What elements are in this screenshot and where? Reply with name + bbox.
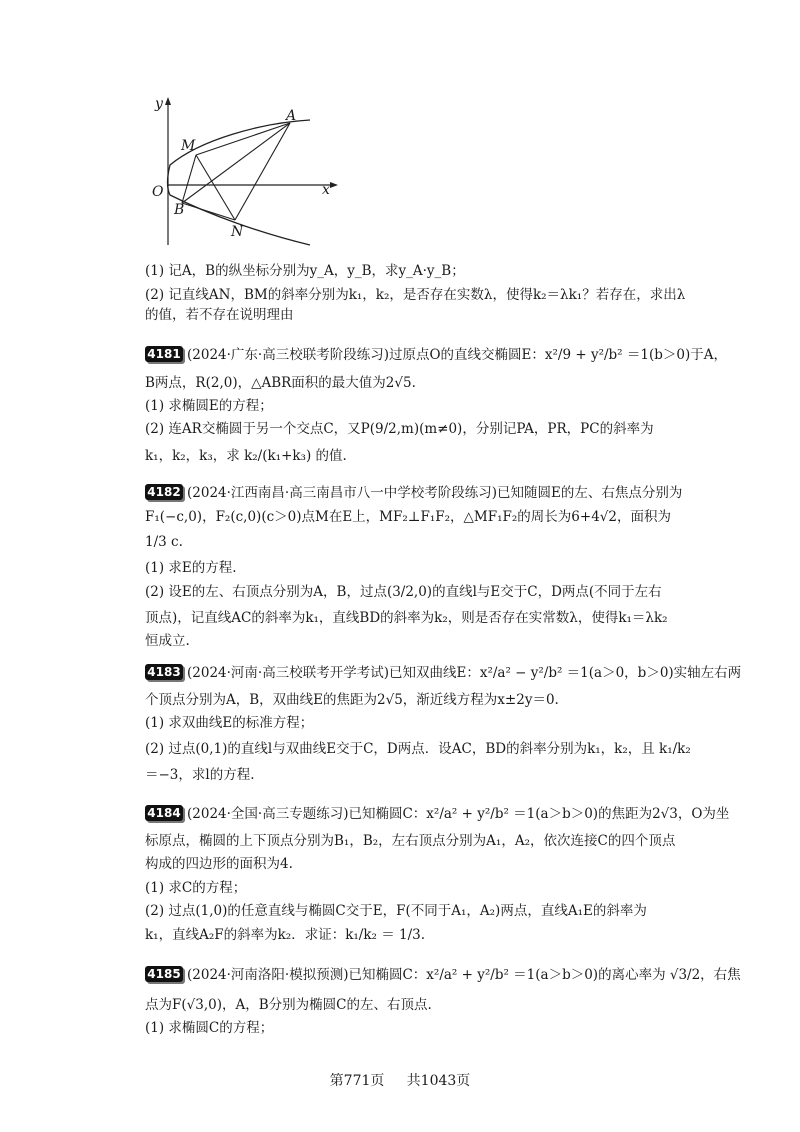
point-a-label: A bbox=[286, 108, 297, 124]
text-line: 恒成立. bbox=[145, 633, 190, 649]
text-line: F₁(−c,0)，F₂(c,0)(c＞0)点M在E上，MF₂⊥F₁F₂，△MF₁F₂的周长为6+4√2，面积为 bbox=[145, 509, 671, 525]
text-line: (1) 求椭圆E的方程； bbox=[145, 398, 273, 414]
text-line: B两点，R(2,0)，△ABR面积的最大值为2√5. bbox=[145, 375, 416, 391]
text-line: (2024·全国·高三专题练习)已知椭圆C：x²/a² + y²/b² ＝1(a＞b＞0)的焦距为2√3，O为坐 bbox=[187, 806, 730, 822]
text-line: (2) 记直线AN，BM的斜率分别为k₁，k₂，是否存在实数λ，使得k₂＝λk₁？若存在，求出λ bbox=[145, 287, 686, 303]
text-line: k₁，k₂，k₃，求 k₂/(k₁+k₃) 的值. bbox=[145, 448, 347, 464]
text-line: k₁，直线A₂F的斜率为k₂．求证：k₁/k₂ ＝ 1/3. bbox=[145, 927, 426, 943]
text-line: (2024·广东·高三校联考阶段练习)过原点O的直线交椭圆E：x²/9 + y²/b² ＝1(b＞0)于A， bbox=[187, 347, 727, 363]
text-line: 构成的四边形的面积为4. bbox=[145, 856, 293, 872]
page-total: 共1043页 bbox=[406, 1073, 471, 1089]
text-line: 点为F(√3,0)，A，B分别为椭圆C的左、右顶点. bbox=[145, 997, 432, 1013]
page-footer bbox=[0, 1070, 800, 1090]
text-line: 顶点)，记直线AC的斜率为k₁，直线BD的斜率为k₂，则是否存在实常数λ，使得k₁＝λk₂ bbox=[145, 610, 668, 626]
text-line: (2024·河南洛阳·模拟预测)已知椭圆C：x²/a² + y²/b² ＝1(a＞b＞0)的离心率为 √3/2，右焦 bbox=[187, 967, 741, 983]
text-line: 1/3 c. bbox=[145, 534, 183, 550]
point-b-label: B bbox=[174, 202, 185, 218]
text-line: (1) 求双曲线E的标准方程； bbox=[145, 715, 314, 731]
x-axis-label: x bbox=[322, 182, 330, 198]
problem-number-badge: 4185 bbox=[145, 966, 183, 982]
text-line: (2) 设E的左、右顶点分别为A，B，过点(3/2,0)的直线l与E交于C，D两点(不同于左右 bbox=[145, 584, 662, 600]
text-line: (2) 连AR交椭圆于另一个交点C，又P(9/2,m)(m≠0)，分别记PA，PR，PC的斜率为 bbox=[145, 421, 654, 437]
problem-first-line bbox=[145, 664, 760, 682]
point-n-label: N bbox=[231, 224, 244, 240]
origin-label: O bbox=[152, 184, 164, 200]
text-line: (1) 求椭圆C的方程； bbox=[145, 1020, 274, 1036]
problem-number-badge: 4181 bbox=[145, 346, 183, 362]
text-line: (1) 求E的方程. bbox=[145, 560, 237, 576]
problem-first-line bbox=[145, 805, 760, 823]
text-line: (2) 过点(0,1)的直线l与双曲线E交于C，D两点．设AC，BD的斜率分别为k₁，k₂，且 k₁/k₂ bbox=[145, 741, 691, 757]
problem-first-line bbox=[145, 346, 760, 364]
problem-first-line bbox=[145, 484, 760, 502]
y-axis-label: y bbox=[155, 96, 163, 112]
text-line: (2024·河南·高三校联考开学考试)已知双曲线E：x²/a² − y²/b² ＝1(a＞0，b＞0)实轴左右两 bbox=[187, 665, 742, 681]
text-line: (1) 求C的方程； bbox=[145, 880, 247, 896]
page-number: 第771页 bbox=[329, 1073, 385, 1089]
problem-number-badge: 4182 bbox=[145, 484, 183, 500]
text-line: 个顶点分别为A，B，双曲线E的焦距为2√5，渐近线方程为x±2y＝0. bbox=[145, 692, 559, 708]
problem-number-badge: 4183 bbox=[145, 664, 183, 680]
text-line: (2) 过点(1,0)的任意直线与椭圆C交于E，F(不同于A₁，A₂)两点，直线A₁E的斜率为 bbox=[145, 903, 647, 919]
text-line: 标原点，椭圆的上下顶点分别为B₁，B₂，左右顶点分别为A₁，A₂，依次连接C的四个顶点 bbox=[145, 833, 676, 849]
problem-number-badge: 4184 bbox=[145, 805, 183, 821]
text-line: (1) 记A，B的纵坐标分别为y_A，y_B，求y_A·y_B； bbox=[145, 263, 465, 279]
text-line: 的值，若不存在说明理由 bbox=[145, 307, 294, 323]
text-line: (2024·江西南昌·高三南昌市八一中学校考阶段练习)已知随圆E的左、右焦点分别为 bbox=[187, 485, 683, 501]
point-m-label: M bbox=[181, 138, 196, 154]
text-line: ＝−3，求l的方程. bbox=[145, 767, 255, 783]
problem-first-line bbox=[145, 966, 760, 984]
